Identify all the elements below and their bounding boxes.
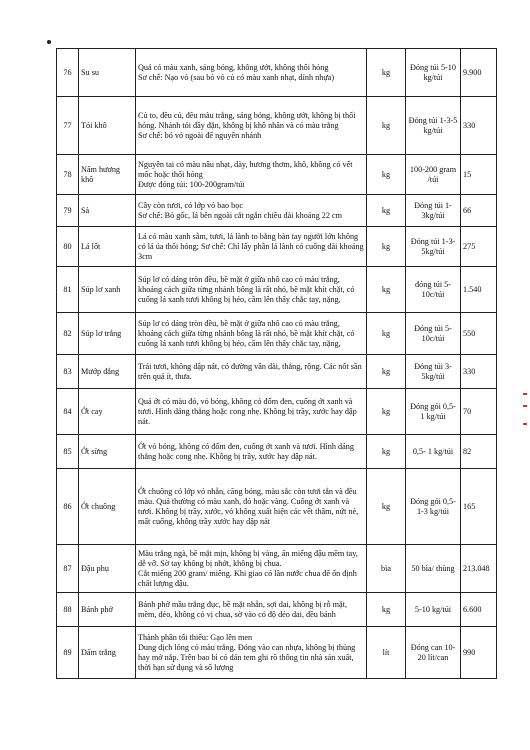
unit-cell: kg [367, 389, 406, 435]
quantity-cell: 66 [461, 195, 497, 227]
packaging-cell: Đóng túi 1-3kg/túi [406, 195, 461, 227]
unit-cell: kg [367, 97, 406, 155]
unit-cell: kg [367, 227, 406, 267]
table-row [57, 267, 497, 313]
table-row [57, 593, 497, 627]
margin-mark [523, 423, 527, 425]
product-name-cell: Đậu phụ [79, 545, 136, 593]
packaging-cell: đóng túi 5-10c/túi [406, 267, 461, 313]
row-number-cell: 81 [57, 267, 79, 313]
product-description-cell: Quả có màu xanh, sáng bóng, không ướt, không thối hỏng Sơ chế: Nạo vỏ (sau bỏ vỏ củ có màu xanh nhạt, dính nhựa) [136, 49, 367, 97]
packaging-cell: Đóng túi 1-3-5kg/túi [406, 227, 461, 267]
product-name-cell: Sả [79, 195, 136, 227]
product-name-cell: Lá lốt [79, 227, 136, 267]
packaging-cell: Đóng gói 0,5- 1 kg/túi [406, 389, 461, 435]
row-number-cell: 85 [57, 435, 79, 469]
product-name-cell: Súp lơ xanh [79, 267, 136, 313]
unit-cell: kg [367, 195, 406, 227]
unit-cell: kg [367, 435, 406, 469]
product-name-cell: Súp lơ trắng [79, 313, 136, 355]
row-number-cell: 77 [57, 97, 79, 155]
table-row [57, 389, 497, 435]
row-number-cell: 78 [57, 155, 79, 195]
packaging-cell: 5-10 kg/túi [406, 593, 461, 627]
product-description-cell: Cây còn tươi, có lớp vỏ bao bọc Sơ chế: Bỏ gốc, lá bên ngoài cắt ngắn chiều dài khoảng 22 cm [136, 195, 367, 227]
table-row [57, 227, 497, 267]
product-description-cell: Nguyên tai có màu nâu nhạt, dày, hương thơm, khô, không có vết mốc hoặc thối hỏng Được đóng túi: 100-200gram/túi [136, 155, 367, 195]
quantity-cell: 213.048 [461, 545, 497, 593]
quantity-cell: 330 [461, 355, 497, 389]
product-description-cell: Củ to, đều củ, đều màu trắng, sáng bóng, không ướt, không bị thối hỏng. Nhánh tỏi đầy đặn, không bị khô nhăn và có màu trắng Sơ chế: bó vỏ ngoài để nguyên nhánh [136, 97, 367, 155]
product-description-cell: Lá có màu xanh sẫm, tươi, lá lành to bằng bàn tay người lớn không có lá úa thối hỏng; Sơ chế: Chỉ lấy phần lá lành có cuống dài khoảng 3cm [136, 227, 367, 267]
quantity-cell: 275 [461, 227, 497, 267]
scan-dot [47, 40, 51, 44]
row-number-cell: 82 [57, 313, 79, 355]
product-name-cell: Tỏi khô [79, 97, 136, 155]
row-number-cell: 79 [57, 195, 79, 227]
row-number-cell: 80 [57, 227, 79, 267]
table-row [57, 313, 497, 355]
unit-cell: kg [367, 155, 406, 195]
packaging-cell: Đóng túi 3-5kg/túi [406, 355, 461, 389]
product-description-cell: Ớt chuông có lớp vỏ nhẵn, căng bóng, màu sắc còn tươi tắn và đều màu. Quả thường có màu xanh, đỏ hoặc vàng. Cuống ớt xanh và tươi. Không bị trầy, xước, vỏ không xuất hiện các vết thâm, nứt nẻ, mất cuống, không trầy xước hay dập nát [136, 469, 367, 545]
quantity-cell: 165 [461, 469, 497, 545]
margin-mark [523, 393, 527, 395]
packaging-cell: Đóng túi 5-10c/túi [406, 313, 461, 355]
row-number-cell: 87 [57, 545, 79, 593]
table-row [57, 627, 497, 679]
quantity-cell: 550 [461, 313, 497, 355]
quantity-cell: 330 [461, 97, 497, 155]
unit-cell: kg [367, 593, 406, 627]
unit-cell: kg [367, 469, 406, 545]
row-number-cell: 89 [57, 627, 79, 679]
product-name-cell: Ớt cay [79, 389, 136, 435]
product-description-cell: Súp lơ có dáng tròn đều, bề mặt ở giữa nhô cao có màu trắng, khoảng cách giữa từng nhánh bông là rất nhỏ, bề mặt khít chặt, có cuống lá xanh tươi không bị héo, cầm lên thấy chắc tay, nặng, [136, 313, 367, 355]
packaging-cell: Đóng túi 1-3-5 kg/túi [406, 97, 461, 155]
row-number-cell: 76 [57, 49, 79, 97]
quantity-cell: 990 [461, 627, 497, 679]
packaging-cell: Đóng túi 5-10 kg/túi [406, 49, 461, 97]
unit-cell: kg [367, 267, 406, 313]
product-description-cell: Quả ớt có màu đỏ, vỏ bóng, không có đốm đen, cuống ớt xanh và tươi. Hình dáng thẳng hoặc cong nhẹ. Không bị trầy, xước hay dập nát. [136, 389, 367, 435]
quantity-cell: 6.600 [461, 593, 497, 627]
packaging-cell: Đóng gói 0,5- 1-3 kg/túi [406, 469, 461, 545]
product-description-cell: Súp lơ có dáng tròn đều, bề mặt ở giữa nhô cao có màu trắng, khoảng cách giữa từng nhánh bông là rất nhỏ, bề mặt khít chặt, có cuống lá xanh tươi không bị héo, cầm lên thấy chắc tay, nặng, [136, 267, 367, 313]
product-name-cell: Ớt chuông [79, 469, 136, 545]
packaging-cell: 0,5- 1 kg/túi [406, 435, 461, 469]
product-name-cell: Dấm trắng [79, 627, 136, 679]
unit-cell: kg [367, 49, 406, 97]
row-number-cell: 83 [57, 355, 79, 389]
table-row [57, 545, 497, 593]
quantity-cell: 82 [461, 435, 497, 469]
table-row [57, 355, 497, 389]
product-description-cell: Bánh phở mầu trắng đục, bề mặt nhẵn, sợi dai, không bị rỗ mặt, mềm, dẻo, không có vị chua, sờ vào có độ dẻo dai, đều bánh [136, 593, 367, 627]
packaging-cell: 50 bìa/ thùng [406, 545, 461, 593]
table-row [57, 97, 497, 155]
product-name-cell: Nấm hương khô [79, 155, 136, 195]
product-description-cell: Màu trắng ngà, bề mặt mịn, không bị vàng, ấn miếng đậu mềm tay, dễ vỡ. Sờ tay không bị nhớt, không bị chua. Cắt miếng 200 gram/ miếng. Khi giao có lần nước chua để ổn định chất lượng đậu. [136, 545, 367, 593]
margin-mark [523, 405, 527, 407]
table-row [57, 435, 497, 469]
table-row [57, 469, 497, 545]
unit-cell: lít [367, 627, 406, 679]
row-number-cell: 86 [57, 469, 79, 545]
quantity-cell: 1.540 [461, 267, 497, 313]
row-number-cell: 84 [57, 389, 79, 435]
product-name-cell: Ớt sừng [79, 435, 136, 469]
table-row [57, 155, 497, 195]
unit-cell: kg [367, 355, 406, 389]
quantity-cell: 9.900 [461, 49, 497, 97]
product-name-cell: Bánh phở [79, 593, 136, 627]
product-description-cell: Ớt vỏ bóng, không có đốm đen, cuống ớt xanh và tươi. Hình dáng thẳng hoặc cong nhẹ. Không bị trầy, xước hay dập nát. [136, 435, 367, 469]
unit-cell: kg [367, 313, 406, 355]
table-row [57, 195, 497, 227]
product-description-cell: Trái tươi, không dập nát, có đường vân dài, thẳng, rộng. Các nốt sần trên quả ít, thưa. [136, 355, 367, 389]
packaging-cell: Đóng can 10-20 lít/can [406, 627, 461, 679]
product-name-cell: Mướp đắng [79, 355, 136, 389]
quantity-cell: 15 [461, 155, 497, 195]
quantity-cell: 70 [461, 389, 497, 435]
row-number-cell: 88 [57, 593, 79, 627]
packaging-cell: 100-200 gram /túi [406, 155, 461, 195]
product-description-cell: Thành phần tối thiểu: Gạo lên men Dung dịch lỏng có màu trắng. Đóng vào can nhựa, không bị thủng hay mở nắp. Trên bao bì có dán tem ghi rõ thông tin nhà sản xuất, thời hạn sử dụng và số lượng [136, 627, 367, 679]
product-name-cell: Su su [79, 49, 136, 97]
unit-cell: bìa [367, 545, 406, 593]
table-row [57, 49, 497, 97]
product-spec-table [56, 48, 497, 679]
